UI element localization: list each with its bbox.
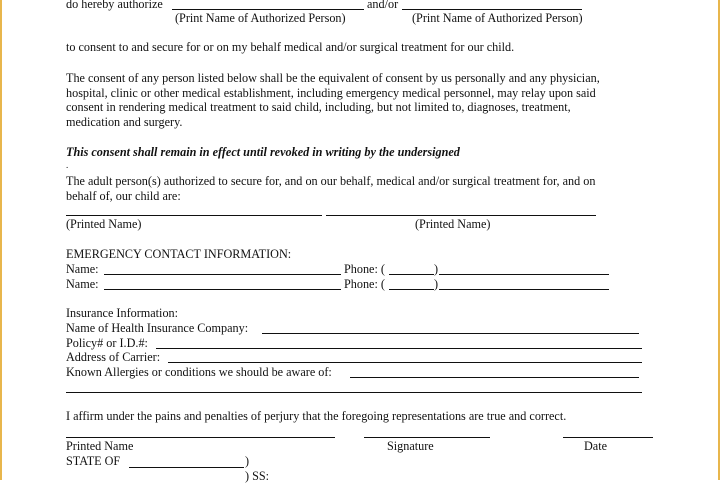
state-of-label: STATE OF — [66, 454, 121, 468]
emergency-name-label-2: Name: — [66, 277, 99, 291]
signature-field[interactable] — [364, 437, 490, 438]
authorize-prefix: do hereby authorize — [66, 0, 163, 11]
printed-name-label-1: (Printed Name) — [66, 217, 142, 231]
adults-paragraph-line-1: The adult person(s) authorized to secure for, and on our behalf, medical and/or surgical treatment for, and on — [66, 174, 596, 188]
emergency-name-label-1: Name: — [66, 262, 99, 276]
insurance-heading: Insurance Information: — [66, 306, 179, 320]
emergency-phone-close-1: ) — [434, 262, 439, 276]
emergency-phone-label-1: Phone: ( — [344, 262, 385, 276]
emergency-phone-field-2[interactable] — [439, 289, 609, 290]
emergency-area-code-field-1[interactable] — [389, 274, 434, 275]
carrier-address-label: Address of Carrier: — [66, 350, 161, 364]
authorized-person-1-field[interactable] — [172, 9, 364, 10]
authorized-person-1-label: (Print Name of Authorized Person) — [175, 11, 346, 25]
signer-printed-name-field[interactable] — [66, 437, 335, 438]
state-field[interactable] — [129, 467, 244, 468]
state-paren: ) — [245, 454, 250, 468]
consent-line: to consent to and secure for or on my behalf medical and/or surgical treatment for our child. — [66, 40, 515, 54]
allergies-label: Known Allergies or conditions we should be aware of: — [66, 365, 332, 379]
emergency-phone-field-1[interactable] — [439, 274, 609, 275]
printed-name-field-1[interactable] — [66, 215, 322, 216]
equivalent-paragraph-line-2: hospital, clinic or other medical establishment, including emergency medical personnel, may relay upon said — [66, 86, 596, 100]
printed-name-field-2[interactable] — [326, 215, 596, 216]
allergies-field[interactable] — [350, 377, 639, 378]
authorized-person-2-label: (Print Name of Authorized Person) — [412, 11, 583, 25]
equivalent-paragraph-line-3: consent in rendering medical treatment to said child, including, but not limited to, diagnoses, treatment, — [66, 100, 571, 114]
printed-name-caption: Printed Name — [66, 439, 134, 453]
insurance-company-field[interactable] — [262, 333, 639, 334]
adults-paragraph-line-2: behalf of, our child are: — [66, 189, 181, 203]
emergency-phone-close-2: ) — [434, 277, 439, 291]
effect-statement: This consent shall remain in effect until revoked in writing by the undersigned — [66, 145, 460, 159]
printed-name-label-2: (Printed Name) — [415, 217, 491, 231]
authorized-person-2-field[interactable] — [402, 9, 582, 10]
emergency-heading: EMERGENCY CONTACT INFORMATION: — [66, 247, 292, 261]
emergency-name-field-1[interactable] — [104, 274, 341, 275]
equivalent-paragraph-line-4: medication and surgery. — [66, 115, 183, 129]
carrier-address-field[interactable] — [168, 362, 642, 363]
and-or-text: and/or — [367, 0, 399, 11]
allergies-field-continued[interactable] — [66, 392, 642, 393]
policy-field[interactable] — [156, 348, 642, 349]
date-field[interactable] — [563, 437, 653, 438]
insurance-company-label: Name of Health Insurance Company: — [66, 321, 249, 335]
affirmation-text: I affirm under the pains and penalties of perjury that the foregoing representations are true and correct. — [66, 409, 567, 423]
date-caption: Date — [584, 439, 608, 453]
emergency-name-field-2[interactable] — [104, 289, 341, 290]
equivalent-paragraph-line-1: The consent of any person listed below shall be the equivalent of consent by us personally and any physician, — [66, 71, 600, 85]
ss-label: ) SS: — [245, 469, 270, 483]
emergency-area-code-field-2[interactable] — [389, 289, 434, 290]
policy-label: Policy# or I.D.#: — [66, 336, 148, 350]
signature-caption: Signature — [387, 439, 434, 453]
dot-mark: . — [66, 160, 69, 170]
emergency-phone-label-2: Phone: ( — [344, 277, 385, 291]
